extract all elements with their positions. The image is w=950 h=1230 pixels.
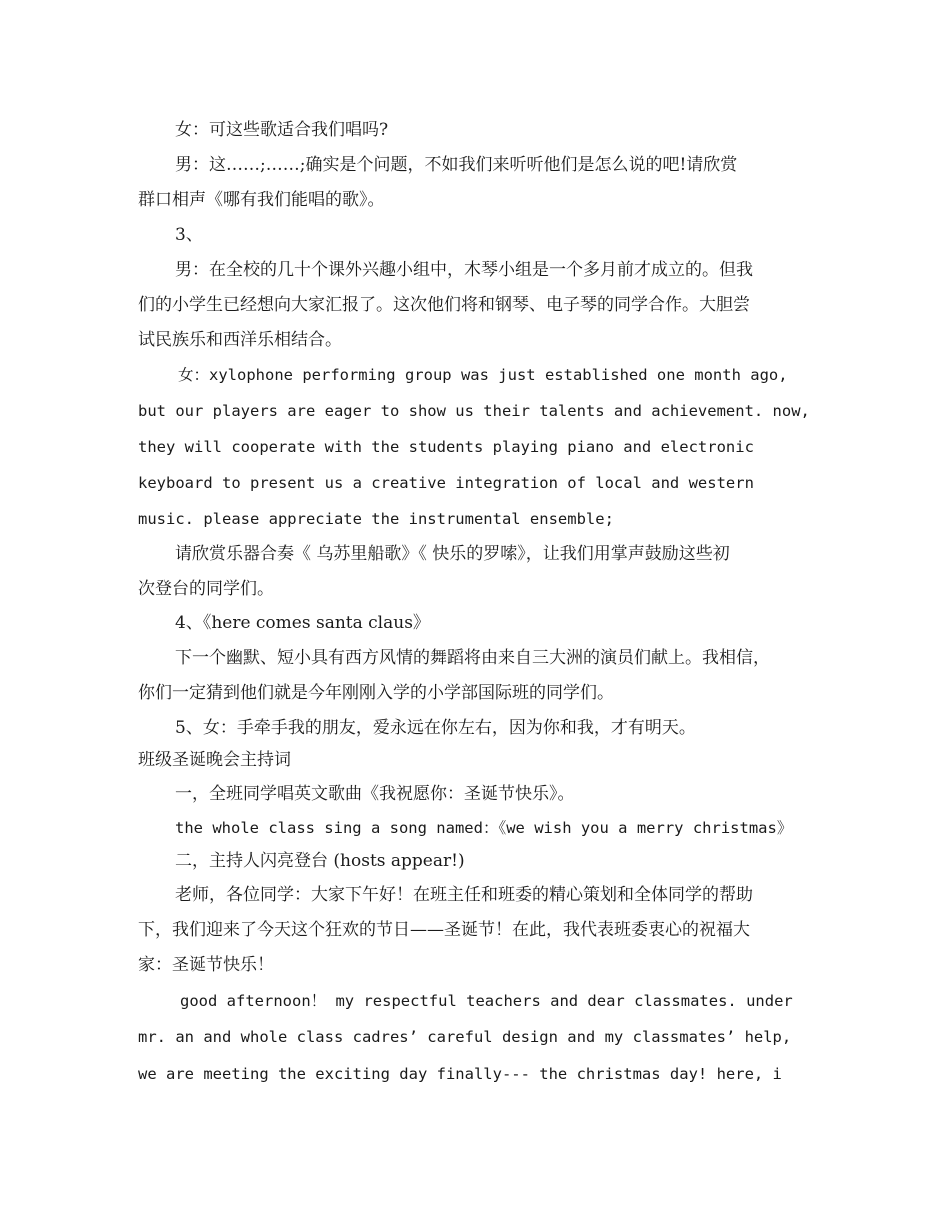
text-line: 下一个幽默、短小具有西方风情的舞蹈将由来自三大洲的演员们献上。我相信， bbox=[175, 648, 770, 668]
section-title: 4、《here comes santa claus》 bbox=[175, 613, 430, 633]
english-line: the whole class sing a song named：《we wish you a merry christmas》 bbox=[175, 819, 793, 837]
english-line: keyboard to present us a creative integration of local and western bbox=[138, 474, 754, 492]
text-line: 5、女：手牵手我的朋友，爱永远在你左右，因为你和我，才有明天。 bbox=[175, 718, 696, 738]
english-line: 女：xylophone performing group was just established one month ago, bbox=[178, 366, 788, 384]
section-number: 3、 bbox=[175, 225, 203, 245]
text-line: 男：在全校的几十个课外兴趣小组中，木琴小组是一个多月前才成立的。但我 bbox=[175, 260, 753, 280]
english-line: they will cooperate with the students playing piano and electronic bbox=[138, 438, 754, 456]
text-line: 次登台的同学们。 bbox=[138, 579, 274, 599]
text-line: 一，全班同学唱英文歌曲《我祝愿你：圣诞节快乐》。 bbox=[175, 784, 575, 804]
text-line: 请欣赏乐器合奏《 乌苏里船歌》《 快乐的罗嗦》，让我们用掌声鼓励这些初 bbox=[175, 544, 730, 564]
text-line: 二，主持人闪亮登台 (hosts appear!) bbox=[175, 851, 465, 871]
english-line: music. please appreciate the instrumental ensemble; bbox=[138, 510, 614, 528]
text-line: 群口相声《哪有我们能唱的歌》。 bbox=[138, 190, 385, 210]
text-line: 男：这……;……;确实是个问题，不如我们来听听他们是怎么说的吧!请欣赏 bbox=[175, 155, 738, 175]
english-line: but our players are eager to show us their talents and achievement. now, bbox=[138, 402, 810, 420]
english-line: mr. an and whole class cadres’ careful design and my classmates’ help, bbox=[138, 1028, 792, 1046]
text-line: 下，我们迎来了今天这个狂欢的节日——圣诞节！在此，我代表班委衷心的祝福大 bbox=[138, 920, 750, 940]
english-line: we are meeting the exciting day finally--- the christmas day! here, i bbox=[138, 1065, 782, 1083]
text-line: 家：圣诞节快乐！ bbox=[138, 955, 274, 975]
text-line: 们的小学生已经想向大家汇报了。这次他们将和钢琴、电子琴的同学合作。大胆尝 bbox=[138, 295, 750, 315]
document-heading: 班级圣诞晚会主持词 bbox=[138, 750, 291, 770]
text-line: 女：可这些歌适合我们唱吗? bbox=[175, 120, 389, 140]
text-line: 老师，各位同学：大家下午好！在班主任和班委的精心策划和全体同学的帮助 bbox=[175, 885, 753, 905]
text-line: 试民族乐和西洋乐相结合。 bbox=[138, 330, 342, 350]
english-line: good afternoon！ my respectful teachers and dear classmates. under bbox=[180, 992, 793, 1010]
text-line: 你们一定猜到他们就是今年刚刚入学的小学部国际班的同学们。 bbox=[138, 683, 614, 703]
